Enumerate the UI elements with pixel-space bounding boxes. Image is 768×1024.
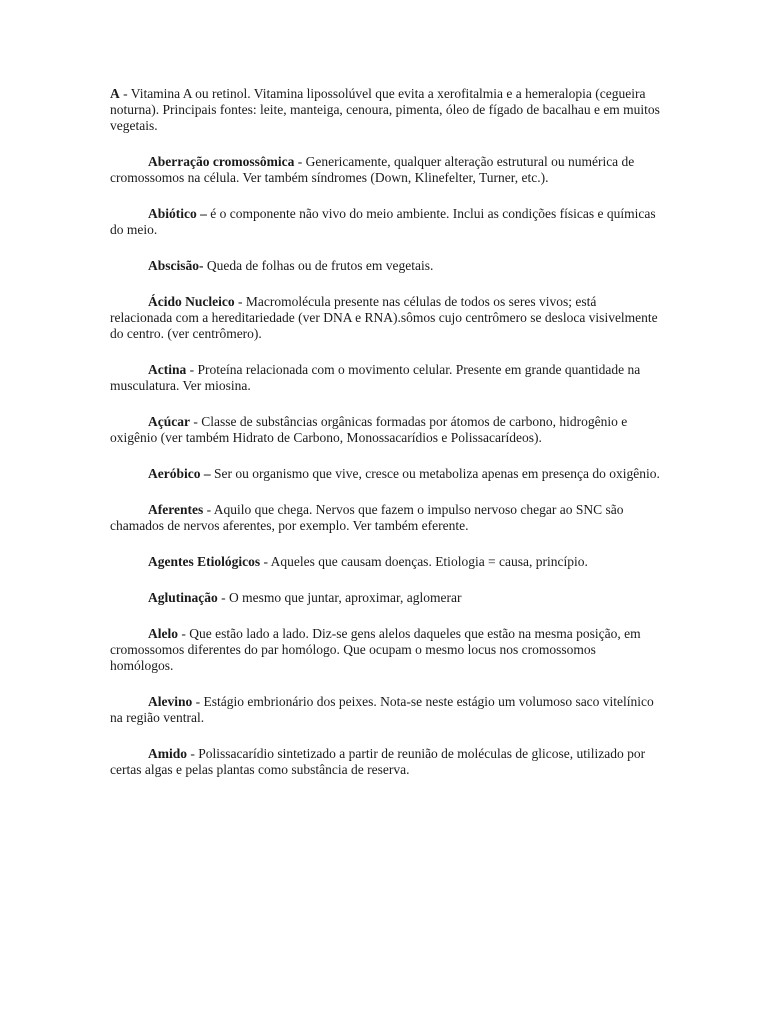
entry-definition: - Que estão lado a lado. Diz-se gens alelos daqueles que estão na mesma posição, em cromossomos diferentes do par homólogo. Que ocupam o mesmo locus nos cromossomos homólogos. bbox=[110, 626, 641, 673]
entry-term: Abiótico – bbox=[148, 206, 207, 221]
glossary-entry bbox=[110, 258, 660, 274]
entry-definition: - Proteína relacionada com o movimento celular. Presente em grande quantidade na musculatura. Ver miosina. bbox=[110, 362, 641, 393]
entry-definition: - Classe de substâncias orgânicas formadas por átomos de carbono, hidrogênio e oxigênio (ver também Hidrato de Carbono, Monossacarídios e Polissacarídeos). bbox=[110, 414, 628, 445]
entry-definition: - Aqueles que causam doenças. Etiologia = causa, princípio. bbox=[260, 554, 588, 569]
entry-term: Aberração cromossômica bbox=[148, 154, 295, 169]
glossary-entry bbox=[110, 362, 660, 394]
glossary-entry bbox=[110, 154, 660, 186]
entry-term: Ácido Nucleico bbox=[148, 294, 235, 309]
glossary-entry bbox=[110, 86, 660, 134]
glossary-entry bbox=[110, 626, 660, 674]
glossary-entry bbox=[110, 746, 660, 778]
entry-term: Agentes Etiológicos bbox=[148, 554, 261, 569]
entry-term: Aferentes bbox=[148, 502, 204, 517]
glossary-entry bbox=[110, 466, 660, 482]
entry-term: Amido bbox=[148, 746, 188, 761]
entry-term: Actina bbox=[148, 362, 187, 377]
entry-definition: - Estágio embrionário dos peixes. Nota-se neste estágio um volumoso saco vitelínico na região ventral. bbox=[110, 694, 654, 725]
entry-definition: - Macromolécula presente nas células de todos os seres vivos; está relacionada com a hereditariedade (ver DNA e RNA).sômos cujo centrômero se desloca visivelmente do centro. (ver centrômero). bbox=[110, 294, 658, 341]
entry-definition: - Aquilo que chega. Nervos que fazem o impulso nervoso chegar ao SNC são chamados de nervos aferentes, por exemplo. Ver também eferente. bbox=[110, 502, 624, 533]
entry-definition: - Polissacarídio sintetizado a partir de reunião de moléculas de glicose, utilizado por certas algas e pelas plantas como substância de reserva. bbox=[110, 746, 646, 777]
entry-definition: - O mesmo que juntar, aproximar, aglomerar bbox=[217, 590, 462, 605]
entry-definition: - Vitamina A ou retinol. Vitamina lipossolúvel que evita a xerofitalmia e a hemeralopia (cegueira noturna). Principais fontes: leite, manteiga, cenoura, pimenta, óleo de fígado de bacalhau e em muitos vegetais. bbox=[110, 86, 660, 133]
entry-term: Açúcar bbox=[148, 414, 190, 429]
glossary-body bbox=[110, 86, 660, 798]
entry-term: Alevino bbox=[148, 694, 193, 709]
entry-term: Abscisão- bbox=[148, 258, 204, 273]
entry-definition: é o componente não vivo do meio ambiente. Inclui as condições físicas e químicas do meio. bbox=[110, 206, 656, 237]
glossary-entry bbox=[110, 502, 660, 534]
glossary-entry bbox=[110, 590, 660, 606]
entry-term: Aglutinação bbox=[148, 590, 218, 605]
glossary-entry bbox=[110, 294, 660, 342]
entry-term: A bbox=[110, 86, 120, 101]
glossary-entry bbox=[110, 414, 660, 446]
glossary-entry bbox=[110, 554, 660, 570]
entry-term: Alelo bbox=[148, 626, 178, 641]
entry-definition: Queda de folhas ou de frutos em vegetais. bbox=[203, 258, 434, 273]
glossary-entry bbox=[110, 206, 660, 238]
entry-term: Aeróbico – bbox=[148, 466, 211, 481]
entry-definition: - Genericamente, qualquer alteração estrutural ou numérica de cromossomos na célula. Ver também síndromes (Down, Klinefelter, Turner, etc.). bbox=[110, 154, 635, 185]
entry-definition: Ser ou organismo que vive, cresce ou metaboliza apenas em presença do oxigênio. bbox=[210, 466, 660, 481]
glossary-entry bbox=[110, 694, 660, 726]
